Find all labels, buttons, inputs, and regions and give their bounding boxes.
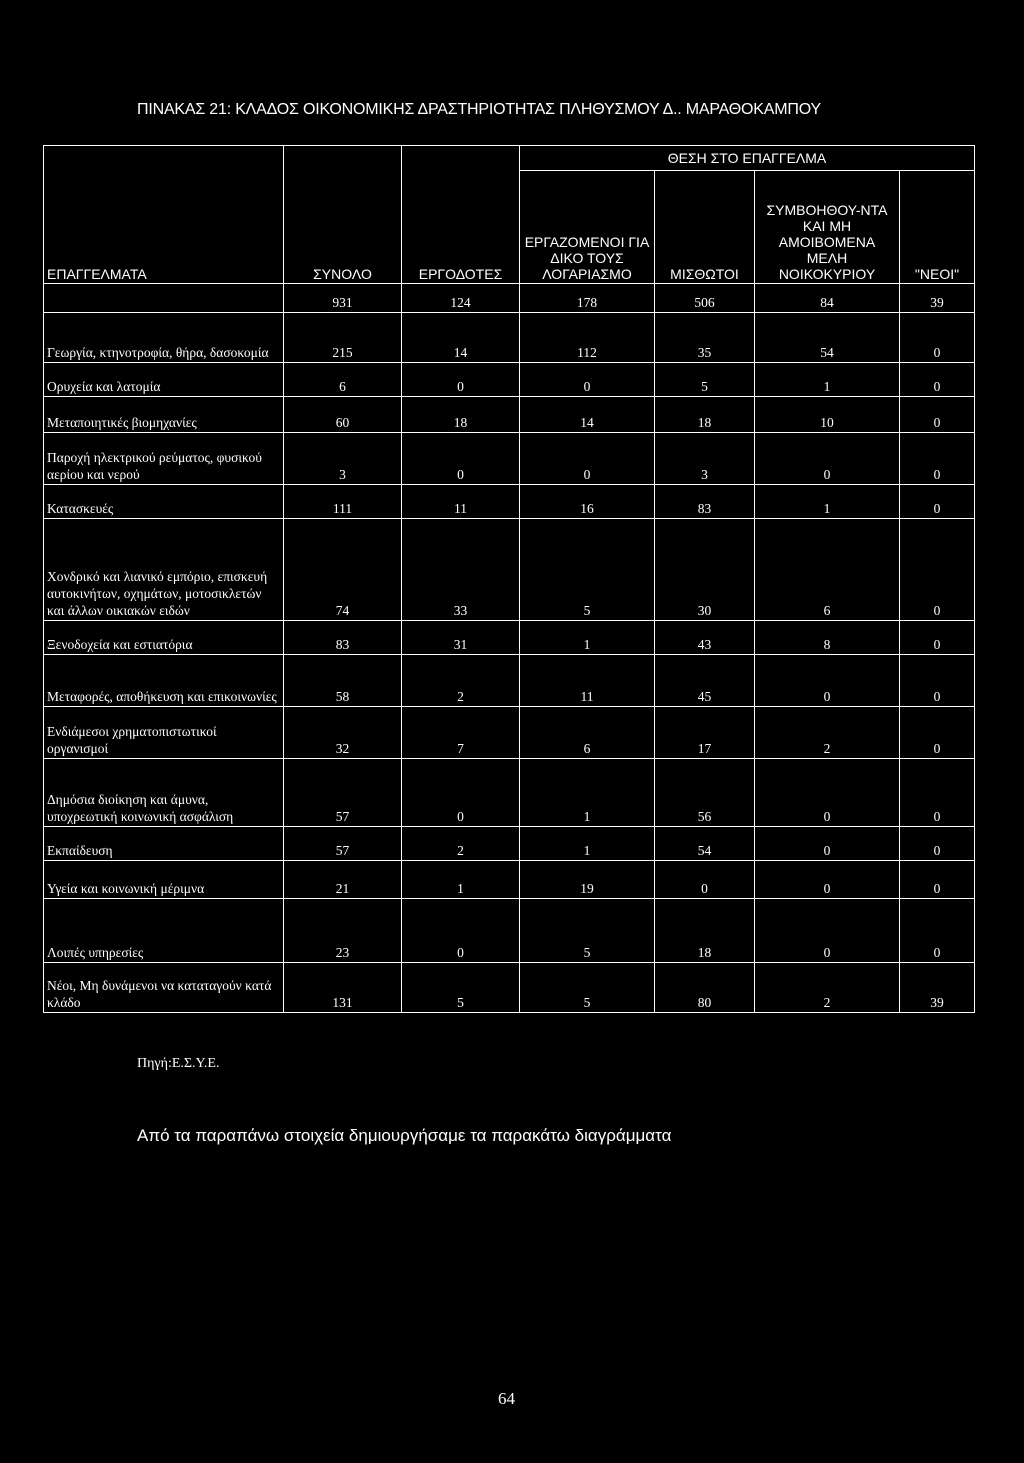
row-value: 83: [655, 485, 755, 519]
total-all: 931: [284, 284, 402, 313]
row-value: 0: [402, 363, 520, 397]
row-value: 5: [402, 963, 520, 1013]
row-value: 11: [402, 485, 520, 519]
row-value: 0: [755, 759, 900, 827]
header-self-employed: ΕΡΓΑΖΟΜΕΝΟΙ ΓΙΑ ΔΙΚΟ ΤΟΥΣ ΛΟΓΑΡΙΑΣΜΟ: [520, 171, 655, 284]
row-value: 5: [520, 519, 655, 621]
row-value: 11: [520, 655, 655, 707]
row-value: 14: [402, 313, 520, 363]
row-label: Μεταφορές, αποθήκευση και επικοινωνίες: [44, 655, 284, 707]
row-label: Χονδρικό και λιανικό εμπόριο, επισκευή αυτοκινήτων, οχημάτων, μοτοσικλετών και άλλων οικιακών ειδών: [44, 519, 284, 621]
row-value: 32: [284, 707, 402, 759]
row-value: 83: [284, 621, 402, 655]
row-label: Λοιπές υπηρεσίες: [44, 899, 284, 963]
total-salaried: 506: [655, 284, 755, 313]
row-value: 0: [900, 655, 975, 707]
caption-text: Από τα παραπάνω στοιχεία δημιουργήσαμε τα παρακάτω διαγράμματα: [137, 1126, 672, 1145]
row-label: Γεωργία, κτηνοτροφία, θήρα, δασοκομία: [44, 313, 284, 363]
row-value: 1: [755, 363, 900, 397]
row-value: 111: [284, 485, 402, 519]
row-label: Ορυχεία και λατομία: [44, 363, 284, 397]
row-value: 18: [655, 397, 755, 433]
row-value: 0: [520, 433, 655, 485]
row-value: 21: [284, 861, 402, 899]
row-value: 1: [402, 861, 520, 899]
row-value: 2: [402, 655, 520, 707]
row-value: 0: [520, 363, 655, 397]
row-value: 3: [655, 433, 755, 485]
row-value: 14: [520, 397, 655, 433]
row-value: 0: [900, 433, 975, 485]
row-value: 74: [284, 519, 402, 621]
row-value: 0: [900, 313, 975, 363]
row-value: 0: [900, 899, 975, 963]
total-self-employed: 178: [520, 284, 655, 313]
row-value: 0: [755, 655, 900, 707]
row-value: 57: [284, 759, 402, 827]
row-value: 7: [402, 707, 520, 759]
table-row: [44, 313, 975, 363]
header-salaried: ΜΙΣΘΩΤΟΙ: [655, 171, 755, 284]
row-value: 131: [284, 963, 402, 1013]
row-label: Εκπαίδευση: [44, 827, 284, 861]
row-value: 35: [655, 313, 755, 363]
row-value: 57: [284, 827, 402, 861]
table-row: [44, 397, 975, 433]
row-label: Ενδιάμεσοι χρηματοπιστωτικοί οργανισμοί: [44, 707, 284, 759]
row-value: 0: [755, 899, 900, 963]
row-value: 0: [402, 899, 520, 963]
row-value: 31: [402, 621, 520, 655]
row-value: 1: [520, 827, 655, 861]
row-value: 5: [520, 963, 655, 1013]
row-value: 0: [900, 707, 975, 759]
row-value: 0: [900, 827, 975, 861]
row-value: 45: [655, 655, 755, 707]
table-row: [44, 485, 975, 519]
header-young: "ΝΕΟΙ": [900, 171, 975, 284]
row-value: 18: [655, 899, 755, 963]
header-position-group: ΘΕΣΗ ΣΤΟ ΕΠΑΓΓΕΛΜΑ: [520, 146, 975, 171]
row-value: 1: [755, 485, 900, 519]
data-table: [43, 145, 975, 1013]
source-note: Πηγή:Ε.Σ.Υ.Ε.: [137, 1056, 220, 1071]
header-occupations: ΕΠΑΓΓΕΛΜΑΤΑ: [44, 146, 284, 284]
row-value: 6: [284, 363, 402, 397]
row-value: 2: [755, 707, 900, 759]
table-row: [44, 827, 975, 861]
row-label: Υγεία και κοινωνική μέριμνα: [44, 861, 284, 899]
row-value: 0: [402, 759, 520, 827]
header-family-helpers: ΣΥΜΒΟΗΘΟΥ-ΝΤΑ ΚΑΙ ΜΗ ΑΜΟΙΒΟΜΕΝΑ ΜΕΛΗ ΝΟΙΚΟΚΥΡΙΟΥ: [755, 171, 900, 284]
row-value: 19: [520, 861, 655, 899]
row-value: 0: [900, 485, 975, 519]
row-value: 5: [520, 899, 655, 963]
totals-label: [44, 284, 284, 313]
row-value: 0: [900, 519, 975, 621]
row-value: 0: [402, 433, 520, 485]
header-total: ΣΥΝΟΛΟ: [284, 146, 402, 284]
row-value: 6: [755, 519, 900, 621]
row-value: 0: [900, 759, 975, 827]
row-value: 23: [284, 899, 402, 963]
row-value: 1: [520, 759, 655, 827]
row-value: 33: [402, 519, 520, 621]
row-value: 16: [520, 485, 655, 519]
row-label: Νέοι, Μη δυνάμενοι να καταταγούν κατά κλάδο: [44, 963, 284, 1013]
row-value: 54: [655, 827, 755, 861]
table-row: [44, 655, 975, 707]
row-value: 215: [284, 313, 402, 363]
row-value: 0: [655, 861, 755, 899]
table-row: [44, 963, 975, 1013]
total-family-helpers: 84: [755, 284, 900, 313]
row-label: Μεταποιητικές βιομηχανίες: [44, 397, 284, 433]
table-row: [44, 621, 975, 655]
row-value: 2: [755, 963, 900, 1013]
row-value: 0: [755, 827, 900, 861]
table-row: [44, 707, 975, 759]
row-value: 0: [900, 363, 975, 397]
table-row: [44, 861, 975, 899]
row-value: 0: [900, 397, 975, 433]
row-value: 60: [284, 397, 402, 433]
table-title: ΠΙΝΑΚΑΣ 21: ΚΛΑΔΟΣ ΟΙΚΟΝΟΜΙΚΗΣ ΔΡΑΣΤΗΡΙΟΤΗΤΑΣ ΠΛΗΘΥΣΜΟΥ Δ.. ΜΑΡΑΘΟΚΑΜΠΟΥ: [137, 101, 821, 118]
header-employers: ΕΡΓΟΔΟΤΕΣ: [402, 146, 520, 284]
row-value: 0: [900, 621, 975, 655]
row-value: 2: [402, 827, 520, 861]
row-value: 39: [900, 963, 975, 1013]
row-value: 10: [755, 397, 900, 433]
row-value: 58: [284, 655, 402, 707]
row-label: Κατασκευές: [44, 485, 284, 519]
table-row: [44, 433, 975, 485]
table-row: [44, 759, 975, 827]
table-row: [44, 899, 975, 963]
row-value: 3: [284, 433, 402, 485]
row-label: Δημόσια διοίκηση και άμυνα, υποχρεωτική κοινωνική ασφάλιση: [44, 759, 284, 827]
row-value: 18: [402, 397, 520, 433]
total-young: 39: [900, 284, 975, 313]
row-label: Ξενοδοχεία και εστιατόρια: [44, 621, 284, 655]
page-number: 64: [498, 1389, 515, 1408]
row-value: 30: [655, 519, 755, 621]
row-value: 54: [755, 313, 900, 363]
row-value: 0: [755, 433, 900, 485]
row-value: 80: [655, 963, 755, 1013]
totals-row: [44, 284, 975, 313]
table-row: [44, 363, 975, 397]
row-value: 5: [655, 363, 755, 397]
row-value: 1: [520, 621, 655, 655]
row-value: 43: [655, 621, 755, 655]
row-label: Παροχή ηλεκτρικού ρεύματος, φυσικού αερίου και νερού: [44, 433, 284, 485]
total-employers: 124: [402, 284, 520, 313]
row-value: 0: [755, 861, 900, 899]
row-value: 56: [655, 759, 755, 827]
row-value: 0: [900, 861, 975, 899]
row-value: 112: [520, 313, 655, 363]
row-value: 17: [655, 707, 755, 759]
table-row: [44, 519, 975, 621]
row-value: 6: [520, 707, 655, 759]
row-value: 8: [755, 621, 900, 655]
